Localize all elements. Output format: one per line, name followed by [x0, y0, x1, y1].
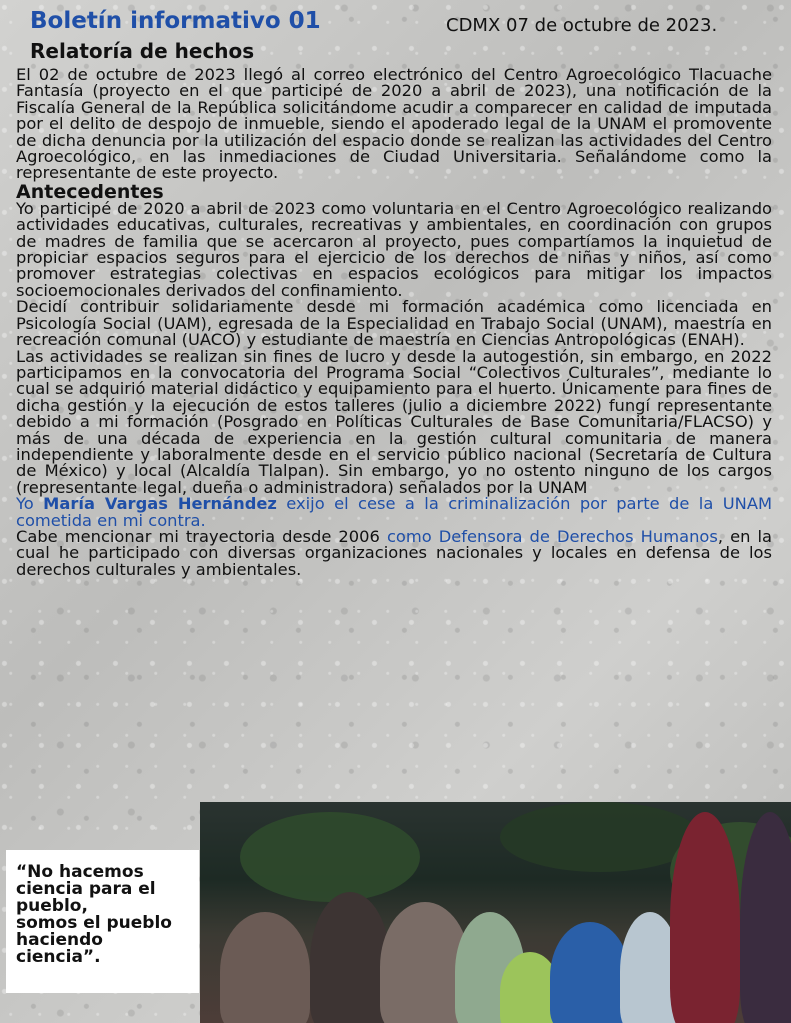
bulletin-title: Boletín informativo 01: [30, 8, 321, 34]
quote-line: ciencia”.: [16, 947, 101, 967]
quote-line: somos el pueblo: [16, 913, 172, 933]
quote-line: ciencia para el: [16, 879, 156, 899]
quote-line: “No hacemos: [16, 862, 144, 882]
section-heading-relatoria: Relatoría de hechos: [30, 39, 255, 63]
demand-prefix: Yo: [16, 494, 44, 514]
quote-line: pueblo,: [16, 896, 88, 916]
antecedentes-paragraph-3: Las actividades se realizan sin fines de lucro y desde la autogestión, sin embargo, en 2022 participamos en la convocatoria del Programa Social “Colectivos Culturales”, mediante lo cual se adquirió material didáctico y equipamiento para el huerto. Únicamente para fines de dicha gestión y la ejecución de estos talleres (julio a diciembre 2022) fungí representante debido a mi formación (Posgrado en Políticas Culturales de Base Comunitaria/FLACSO) y más de una década de experiencia en la gestión cultural comunitaria de manera independiente y laboralmente desde en el servicio público nacional (Secretaría de Cultura de México) y local (Alcaldía Tlalpan). Sin embargo, yo no ostento ninguno de los cargos (representante legal, dueña o administradora) señalados por la UNAM: [16, 346, 772, 497]
quote-line: haciendo: [16, 930, 103, 950]
section-heading-antecedentes: Antecedentes: [16, 180, 164, 203]
author-name: María Vargas Hernández: [43, 494, 277, 514]
demand-paragraph: [16, 496, 772, 529]
antecedentes-paragraph-2: Decidí contribuir solidariamente desde mi formación académica como licenciada en Psicología Social (UAM), egresada de la Especialidad en Trabajo Social (UNAM), maestría en recreación comunal (UACO) y estudiante de maestría en Ciencias Antropológicas (ENAH).: [16, 297, 772, 350]
group-photo: [200, 802, 791, 1023]
quote-text: [16, 864, 196, 966]
trajectory-prefix: Cabe mencionar mi trayectoria desde 2006: [16, 526, 387, 546]
trajectory-paragraph: [16, 526, 772, 579]
demand-text: exijo el cese a la criminalización por parte de la UNAM cometida en mi contra.: [16, 494, 773, 530]
bulletin-body: [16, 67, 772, 578]
antecedentes-paragraph-1: Yo participé de 2020 a abril de 2023 como voluntaria en el Centro Agroecológico realizando actividades educativas, culturales, recreativas y ambientales, en coordinación con grupos de madres de familia que se acercaron al proyecto, pues compartíamos la inquietud de propiciar espacios seguros para el ejercicio de los derechos de niñas y niños, así como promover estrategias colectivas en espacios ecológicos para mitigar los impactos socioemocionales derivados del confinamiento.: [16, 198, 772, 300]
defender-highlight: como Defensora de Derechos Humanos: [386, 526, 718, 546]
trajectory-text: , en la cual he participado con diversas organizaciones nacionales y locales en defensa de los derechos culturales y ambientales.: [16, 526, 772, 579]
relatoria-paragraph: El 02 de octubre de 2023 llegó al correo electrónico del Centro Agroecológico Tlacuache Fantasía (proyecto en el que participé de 2020 a abril de 2023), una notificación de la Fiscalía General de la República solicitándome acudir a comparecer en calidad de imputada por el delito de despojo de inmueble, siendo el apoderado legal de la UNAM el promovente de dicha denuncia por la utilización del espacio donde se realizan las actividades del Centro Agroecológico, en las inmediaciones de Ciudad Universitaria. Señalándome como la representante de este proyecto.: [16, 65, 772, 183]
bulletin-date: CDMX 07 de octubre de 2023.: [446, 15, 718, 36]
